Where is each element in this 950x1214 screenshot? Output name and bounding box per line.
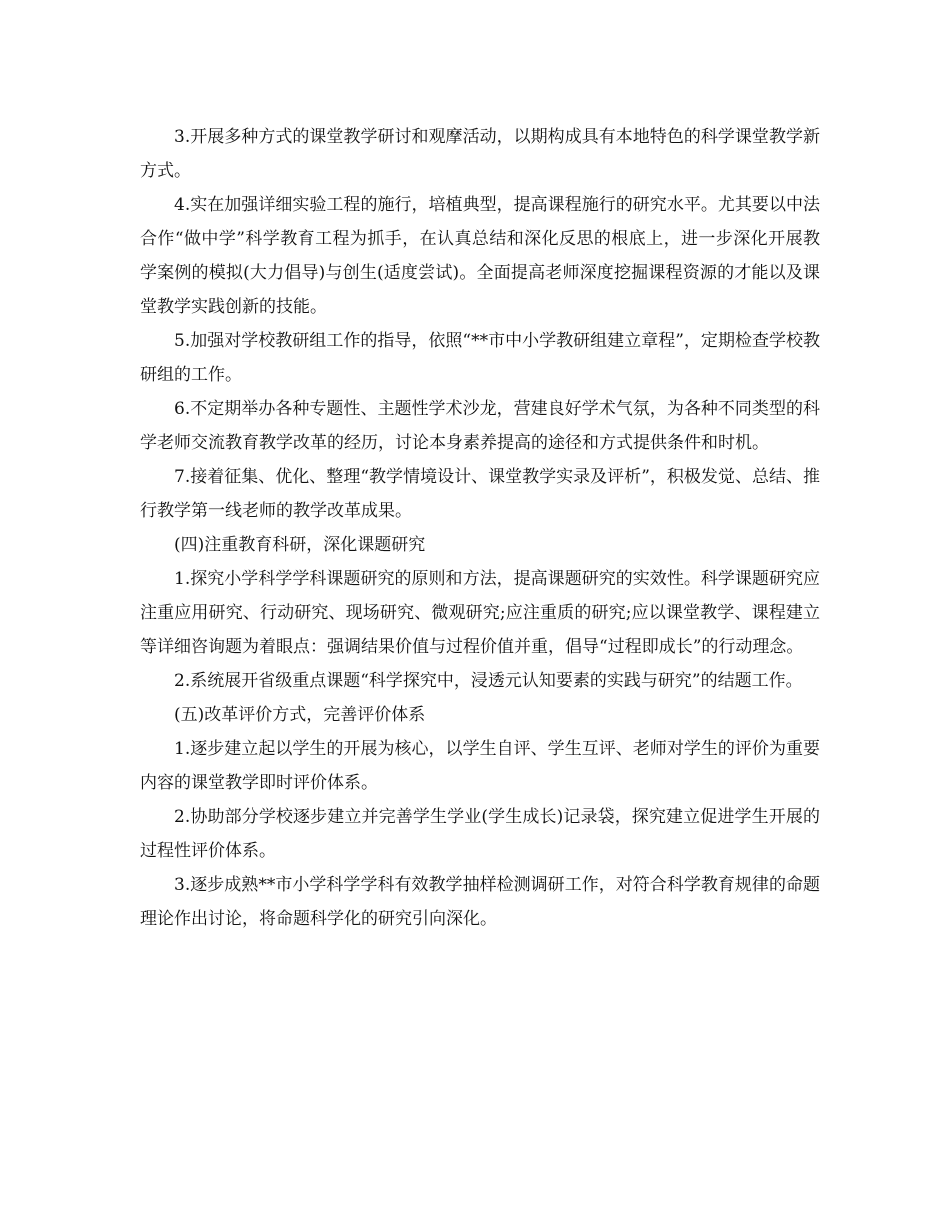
paragraph-evaluation-3: 3.逐步成熟**市小学科学学科有效教学抽样检测调研工作，对符合科学教育规律的命题理论作出讨论，将命题科学化的研究引向深化。 xyxy=(140,875,820,929)
paragraph-research-1: 1.探究小学科学学科课题研究的原则和方法，提高课题研究的实效性。科学课题研究应注重应用研究、行动研究、现场研究、微观研究;应注重质的研究;应以课堂教学、课程建立等详细咨询题为着眼点：强调结果价值与过程价值并重，倡导“过程即成长”的行动理念。 xyxy=(140,569,820,657)
paragraph-item-7: 7.接着征集、优化、整理“教学情境设计、课堂教学实录及评析”，积极发觉、总结、推行教学第一线老师的教学改革成果。 xyxy=(140,467,820,521)
paragraph-item-6: 6.不定期举办各种专题性、主题性学术沙龙，营建良好学术气氛，为各种不同类型的科学老师交流教育教学改革的经历，讨论本身素养提高的途径和方式提供条件和时机。 xyxy=(140,399,820,453)
paragraph-item-4: 4.实在加强详细实验工程的施行，培植典型，提高课程施行的研究水平。尤其要以中法合作“做中学”科学教育工程为抓手，在认真总结和深化反思的根底上，进一步深化开展教学案例的模拟(大力倡导)与创生(适度尝试)。全面提高老师深度挖掘课程资源的才能以及课堂教学实践创新的技能。 xyxy=(140,195,820,317)
section-heading-5: (五)改革评价方式，完善评价体系 xyxy=(174,705,426,725)
paragraph-evaluation-1: 1.逐步建立起以学生的开展为核心，以学生自评、学生互评、老师对学生的评价为重要内容的课堂教学即时评价体系。 xyxy=(140,739,820,793)
paragraph-evaluation-2: 2.协助部分学校逐步建立并完善学生学业(学生成长)记录袋，探究建立促进学生开展的过程性评价体系。 xyxy=(140,807,820,861)
paragraph-item-3: 3.开展多种方式的课堂教学研讨和观摩活动，以期构成具有本地特色的科学课堂教学新方式。 xyxy=(140,127,820,181)
paragraph-research-2: 2.系统展开省级重点课题“科学探究中，浸透元认知要素的实践与研究”的结题工作。 xyxy=(174,671,803,691)
section-heading-4: (四)注重教育科研，深化课题研究 xyxy=(174,535,426,555)
document-body xyxy=(140,120,820,936)
paragraph-item-5: 5.加强对学校教研组工作的指导，依照“**市中小学教研组建立章程”，定期检查学校教研组的工作。 xyxy=(140,331,820,385)
